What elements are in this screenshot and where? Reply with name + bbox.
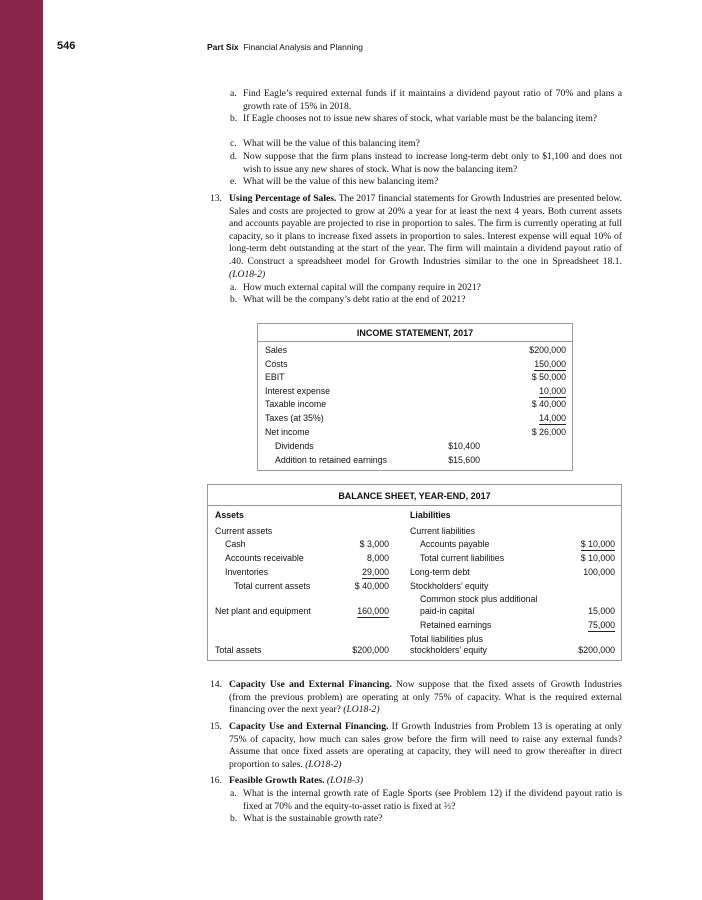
bs-cash-value: $ 3,000: [359, 539, 389, 549]
is-sales-value: $200,000: [529, 345, 566, 355]
p16-a-text: What is the internal growth rate of Eagle Sports (see Problem 12) if the dividend payout ratio is fixed at 70% and the equity-to-asset ratio is fixed at ⅔?: [243, 788, 622, 812]
p12-e: [230, 176, 622, 189]
running-header: [207, 42, 363, 52]
p12-c-text: What will be the value of this balancing item?: [243, 138, 420, 149]
problem-16: [210, 775, 622, 788]
bs-ppe-value: 160,000: [357, 606, 389, 616]
is-net-label: Net income: [265, 427, 310, 437]
p12-e-text: What will be the value of this new balancing item?: [243, 176, 439, 187]
p15-number: 15.: [210, 721, 222, 732]
p16-title: Feasible Growth Rates.: [229, 775, 325, 786]
bs-se-label: Stockholders’ equity: [410, 581, 489, 591]
bs-ta-label: Total assets: [215, 645, 262, 655]
bs-tl-label-1: Total liabilities plus: [410, 634, 483, 644]
bs-tl-label-2: stockholders’ equity: [410, 645, 487, 655]
is-ebit-label: EBIT: [265, 372, 285, 382]
bs-inv-value: 29,000: [362, 567, 389, 577]
p13-a-text: How much external capital will the company require in 2021?: [243, 282, 481, 293]
bs-current-liab-label: Current liabilities: [410, 526, 476, 536]
bs-re-value: 75,000: [588, 620, 615, 630]
p13-number: 13.: [210, 193, 222, 204]
bs-csp-label-1: Common stock plus additional: [420, 594, 538, 604]
p12-e-label: e.: [230, 176, 237, 187]
p12-d-text: Now suppose that the firm plans instead to increase long-term debt only to $1,100 and does not wish to issue any new shares of stock. What is now the balancing item?: [243, 151, 622, 175]
income-statement-table: [257, 323, 573, 471]
p16-lo: (LO18-3): [326, 775, 364, 786]
p12-a-text: Find Eagle’s required external funds if it maintains a dividend payout ratio of 70% and plans a growth rate of 15% in 2018.: [243, 88, 622, 112]
bs-tcl-label: Total current liabilities: [420, 553, 505, 563]
is-title: INCOME STATEMENT, 2017: [356, 328, 474, 338]
bs-liabilities-heading: Liabilities: [410, 510, 451, 520]
p12-b-text: If Eagle chooses not to issue new shares of stock, what variable must be the balancing item?: [243, 113, 598, 124]
p13-lo: (LO18-2): [229, 268, 266, 280]
bs-tcl-value: $ 10,000: [580, 553, 615, 563]
bs-assets-heading: Assets: [215, 510, 244, 520]
bs-ltd-value: 100,000: [583, 567, 615, 577]
problem-14: [210, 679, 622, 717]
p13-b-text: What will be the company’s debt ratio at the end of 2021?: [243, 294, 466, 305]
bs-csp-value: 15,000: [588, 606, 615, 616]
p14-number: 14.: [210, 679, 222, 690]
bs-inv-label: Inventories: [225, 567, 269, 577]
is-costs-label: Costs: [265, 359, 288, 369]
p12-b: [230, 113, 622, 126]
p12-a: [230, 88, 622, 113]
section-title: Financial Analysis and Planning: [243, 42, 363, 52]
p13-a: a. How much external capital will the company require in 2021?: [230, 282, 481, 293]
bs-current-assets-label: Current assets: [215, 526, 273, 536]
is-interest-value: 10,000: [539, 386, 566, 396]
p14-title: Capacity Use and External Financing.: [229, 679, 392, 690]
is-dividends-value: $10,400: [448, 441, 480, 451]
is-costs-value: 150,000: [534, 359, 566, 369]
is-dividends-label: Dividends: [275, 441, 314, 451]
page-color-bar: [0, 0, 43, 900]
p15-lo: (LO18-2): [305, 758, 342, 770]
p15-text: If Growth Industries from Problem 13 is operating at only 75% of capacity, how much can sales grow before the firm will need to raise any external funds? Assume that once fixed assets are operating at capacity, they will need to grow thereafter in direct proportion to sales.: [229, 721, 622, 770]
p12-d-label: d.: [230, 151, 238, 162]
p13-b: b. What will be the company’s debt ratio at the end of 2021?: [230, 294, 466, 305]
is-ebit-value: $ 50,000: [531, 372, 566, 382]
is-taxes-label: Taxes (at 35%): [265, 413, 324, 423]
is-taxes-value: 14,000: [539, 413, 566, 423]
part-label: Part Six: [207, 42, 239, 52]
bs-ap-value: $ 10,000: [580, 539, 615, 549]
p16-number: 16.: [210, 775, 222, 786]
balance-sheet-table: [207, 484, 622, 661]
p12-c: [230, 138, 622, 151]
bs-ap-label: Accounts payable: [420, 539, 490, 549]
p12-b-label: b.: [230, 113, 238, 124]
p12-a-label: a.: [230, 88, 237, 99]
bs-tca-value: $ 40,000: [354, 581, 389, 591]
p14-lo: (LO18-2): [343, 704, 380, 716]
is-taxable-value: $ 40,000: [531, 399, 566, 409]
bs-ltd-label: Long-term debt: [410, 567, 470, 577]
p12-c-label: c.: [230, 138, 237, 149]
problem-13: [210, 193, 623, 281]
bs-cash-label: Cash: [225, 539, 246, 549]
is-interest-label: Interest expense: [265, 386, 331, 396]
bs-ppe-label: Net plant and equipment: [215, 606, 311, 616]
p13-text: The 2017 financial statements for Growth Industries are presented below. Sales and costs are projected to grow at 20% a year for at least the next 4 years. Both current assets and accounts payable are projected to rise in proportion to sales. The firm is currently operating at full capacity, so it plans to increase fixed assets in proportion to sales. Interest expense will equal 10% of long-term debt outstanding at the start of the year. The firm will maintain a dividend payout ratio of .40. Construct a spreadsheet model for Growth Industries similar to the one in Spreadsheet 18.1.: [229, 193, 623, 267]
bs-csp-label-2: paid-in capital: [420, 606, 475, 616]
bs-title: BALANCE SHEET, YEAR-END, 2017: [338, 491, 491, 501]
p16-a: a. What is the internal growth rate of Eagle Sports (see Problem 12) if the dividend payout ratio is fixed at 70% and the equity-to-asset ratio is fixed at ⅔?: [230, 788, 622, 812]
bs-tca-label: Total current assets: [234, 581, 311, 591]
p16-b-text: What is the sustainable growth rate?: [243, 813, 383, 824]
is-taxable-label: Taxable income: [265, 399, 327, 409]
p13-title: Using Percentage of Sales.: [229, 193, 337, 204]
bs-tl-value: $200,000: [578, 645, 615, 655]
problem-15: [210, 721, 622, 771]
page-number: 546: [57, 40, 76, 52]
bs-ar-value: 8,000: [366, 553, 389, 563]
bs-re-label: Retained earnings: [420, 620, 492, 630]
is-sales-label: Sales: [265, 345, 288, 355]
is-retained-value: $15,600: [448, 455, 480, 465]
p12-d: [230, 151, 622, 176]
bs-ta-value: $200,000: [352, 645, 389, 655]
is-net-value: $ 26,000: [531, 427, 566, 437]
p15-title: Capacity Use and External Financing.: [229, 721, 389, 732]
p16-b: b. What is the sustainable growth rate?: [230, 813, 383, 824]
bs-ar-label: Accounts receivable: [225, 553, 304, 563]
is-retained-label: Addition to retained earnings: [275, 455, 387, 465]
p14-text: Now suppose that the fixed assets of Growth Industries (from the previous problem) are operating at only 75% of capacity. What is the required external financing over the next year?: [229, 679, 622, 716]
